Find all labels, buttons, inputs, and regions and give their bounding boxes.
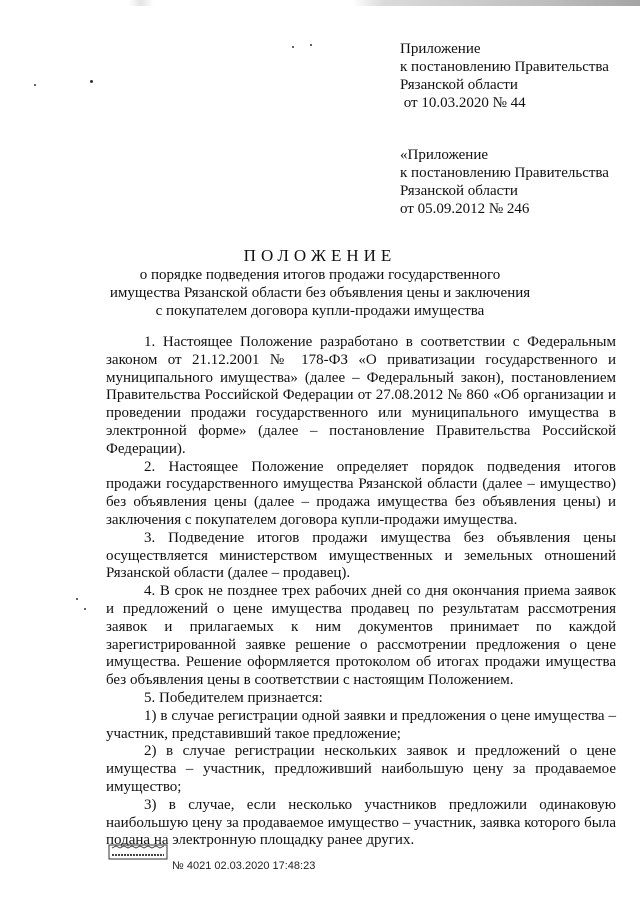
document-subtitle bbox=[0, 266, 640, 320]
registration-stamp-icon bbox=[108, 844, 168, 860]
appendix-header-line: от 10.03.2020 № 44 bbox=[400, 95, 526, 111]
appendix-header-line: Приложение bbox=[400, 41, 481, 57]
appendix-header-line: от 05.09.2012 № 246 bbox=[400, 201, 530, 217]
paragraph: 5. Победителем признается: bbox=[144, 689, 323, 706]
scan-speck bbox=[84, 608, 86, 610]
paragraph: 1) в случае регистрации одной заявки и предложения о цене имущества – участник, представивший такое предложение; bbox=[106, 707, 616, 742]
scan-speck bbox=[76, 598, 78, 600]
registration-footer: № 4021 02.03.2020 17:48:23 bbox=[172, 860, 316, 872]
subtitle-line: с покупателем договора купли-продажи имущества bbox=[155, 303, 485, 319]
subtitle-line: имущества Рязанской области без объявления цены и заключения bbox=[109, 285, 531, 301]
paragraph: 4. В срок не позднее трех рабочих дней со дня окончания приема заявок и предложений о цене имущества продавец по результатам рассмотрения заявок и прилагаемых к ним документов принимает по каждой зарегистрированной заявке решение о рассмотрении предложения о цене имущества. Решение оформляется протоколом об итогах продажи имущества без объявления цены в соответствии с настоящим Положением. bbox=[106, 583, 616, 689]
appendix-header-line: к постановлению Правительства bbox=[400, 59, 609, 75]
subtitle-line: о порядке подведения итогов продажи государственного bbox=[139, 267, 501, 283]
scan-speck bbox=[90, 80, 93, 83]
scan-speck bbox=[34, 84, 36, 86]
appendix-header-line: Рязанской области bbox=[400, 183, 518, 199]
paragraph: 3. Подведение итогов продажи имущества без объявления цены осуществляется министерством имущественных и земельных отношений Рязанской области (далее – продавец). bbox=[106, 529, 616, 582]
paragraph: 1. Настоящее Положение разработано в соответствии с Федеральным законом от 21.12.2001 № 178-ФЗ «О приватизации государственного и муниципального имущества» (далее – Федеральный закон), постановлением Правительства Российской Федерации от 27.08.2012 № 860 «Об организации и проведении продажи государственного или муниципального имущества в электронной форме» (далее – постановление Правительства Российской Федерации). bbox=[106, 334, 616, 457]
paragraph: 3) в случае, если несколько участников предложили одинаковую наибольшую цену за продаваемое имущество – участник, заявка которого была подана на электронную площадку ранее других. bbox=[106, 796, 616, 849]
appendix-header-line: к постановлению Правительства bbox=[400, 165, 609, 181]
appendix-header-line: «Приложение bbox=[400, 147, 489, 163]
paragraph: 2) в случае регистрации нескольких заявок и предложений о цене имущества – участник, предложивший наибольшую цену за продаваемое имущество; bbox=[106, 743, 616, 795]
scan-edge-artifact bbox=[0, 0, 640, 6]
scan-speck bbox=[292, 46, 294, 48]
scan-speck bbox=[310, 44, 312, 46]
document-body bbox=[106, 334, 616, 850]
paragraph: 2. Настоящее Положение определяет порядок подведения итогов продажи государственного имущества Рязанской области (далее – имущество) без объявления цены (далее – продажа имущества без объявления цены) и заключения с покупателем договора купли-продажи имущества. bbox=[106, 458, 616, 528]
document-title: ПОЛОЖЕНИЕ bbox=[243, 246, 397, 265]
original-appendix-header bbox=[400, 146, 609, 218]
appendix-header bbox=[400, 40, 609, 112]
appendix-header-line: Рязанской области bbox=[400, 77, 518, 93]
